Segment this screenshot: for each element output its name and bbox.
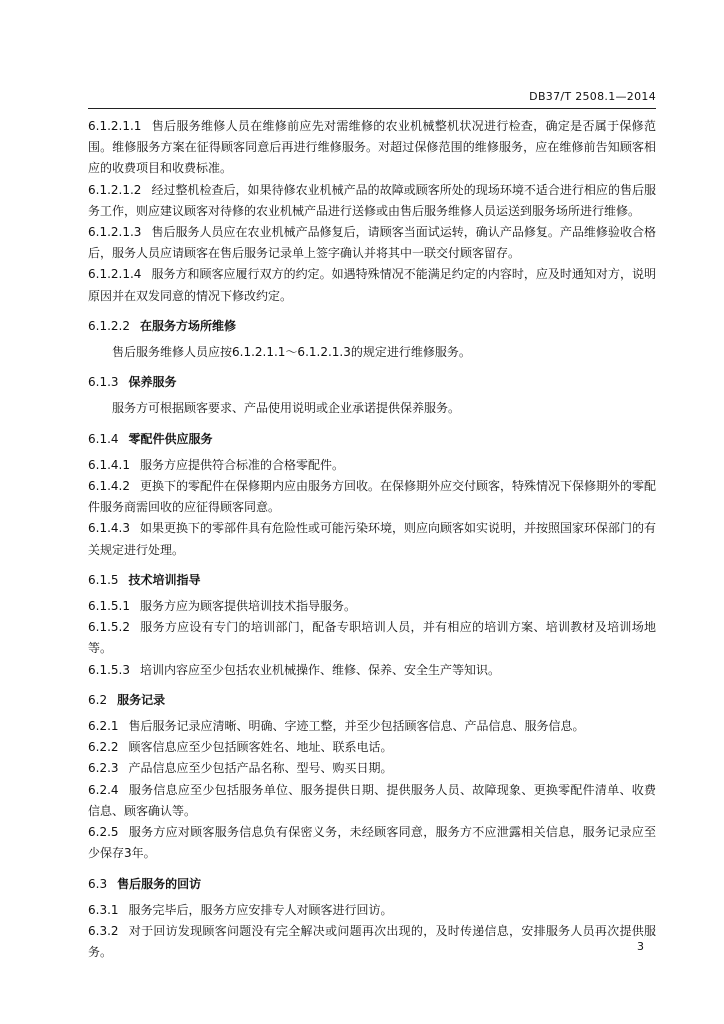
clause-paragraph xyxy=(88,716,656,737)
page-number: 3 xyxy=(637,940,644,953)
clause-text: 如果更换下的零部件具有危险性或可能污染环境，则应向顾客如实说明，并按照国家环保部门的有关规定进行处理。 xyxy=(88,521,656,557)
clause-text: 服务完毕后，服务方应安排专人对顾客进行回访。 xyxy=(128,902,393,917)
clause-text: 服务方和顾客应履行双方的约定。如遇特殊情况不能满足约定的内容时，应及时通知对方，说明原因并在双发同意的情况下修改约定。 xyxy=(88,267,656,303)
clause-paragraph xyxy=(88,921,656,963)
clause-number: 6.2.2 xyxy=(88,740,119,755)
clause-number: 6.1.2.1.3 xyxy=(88,225,142,240)
clause-text: 服务方应对顾客服务信息负有保密义务，未经顾客同意，服务方不应泄露相关信息，服务记录应至少保存3年。 xyxy=(88,825,656,861)
section-heading xyxy=(88,690,656,711)
clause-paragraph xyxy=(88,900,656,921)
clause-paragraph xyxy=(88,660,656,681)
clause-text: 顾客信息应至少包括顾客姓名、地址、联系电话。 xyxy=(128,740,393,755)
document-body xyxy=(88,116,656,963)
section-title: 零配件供应服务 xyxy=(128,431,213,446)
clause-number: 6.1.2.1.2 xyxy=(88,182,142,197)
section-number: 6.1.3 xyxy=(88,375,119,390)
section-title: 服务记录 xyxy=(117,692,166,707)
clause-number: 6.2.5 xyxy=(88,825,119,840)
clause-number: 6.1.4.2 xyxy=(88,479,130,494)
clause-text: 更换下的零配件在保修期内应由服务方回收。在保修期外应交付顾客，特殊情况下保修期外的零配件服务商需回收的应征得顾客同意。 xyxy=(88,479,656,515)
clause-paragraph xyxy=(88,116,656,180)
clause-number: 6.2.3 xyxy=(88,761,119,776)
clause-number: 6.1.5.2 xyxy=(88,620,130,635)
clause-paragraph xyxy=(88,222,656,264)
clause-paragraph xyxy=(88,180,656,222)
clause-number: 6.1.4.1 xyxy=(88,457,130,472)
section-heading xyxy=(88,570,656,591)
clause-paragraph xyxy=(88,596,656,617)
clause-number: 6.2.1 xyxy=(88,719,119,734)
section-heading xyxy=(88,372,656,393)
clause-text: 服务方应提供符合标准的合格零配件。 xyxy=(139,457,344,472)
body-paragraph: 售后服务维修人员应按6.1.2.1.1～6.1.2.1.3的规定进行维修服务。 xyxy=(112,345,471,360)
clause-paragraph xyxy=(88,264,656,306)
clause-number: 6.3.2 xyxy=(88,923,119,938)
section-heading xyxy=(88,429,656,450)
header-divider xyxy=(88,108,656,109)
clause-paragraph xyxy=(88,758,656,779)
section-title: 在服务方场所维修 xyxy=(139,318,236,333)
clause-number: 6.1.5.1 xyxy=(88,599,130,614)
clause-paragraph xyxy=(88,518,656,560)
clause-text: 售后服务维修人员在维修前应先对需维修的农业机械整机状况进行检查，确定是否属于保修范围。维修服务方案在征得顾客同意后再进行维修服务。对超过保修范围的维修服务，应在维修前告知顾客相应的收费项目和收费标准。 xyxy=(88,119,656,176)
clause-paragraph xyxy=(88,737,656,758)
clause-text: 经过整机检查后，如果待修农业机械产品的故障或顾客所处的现场环境不适合进行相应的售后服务工作，则应建议顾客对待修的农业机械产品进行送修或由售后服务维修人员运送到服务场所进行维修。 xyxy=(88,182,656,218)
section-title: 售后服务的回访 xyxy=(117,876,202,891)
section-number: 6.2 xyxy=(88,692,108,707)
clause-text: 对于回访发现顾客问题没有完全解决或问题再次出现的，及时传递信息，安排服务人员再次提供服务。 xyxy=(88,923,656,960)
document-code: DB37/T 2508.1—2014 xyxy=(529,90,656,103)
clause-paragraph xyxy=(88,822,656,864)
clause-text: 服务方应为顾客提供培训技术指导服务。 xyxy=(139,599,356,614)
body-paragraph: 服务方可根据顾客要求、产品使用说明或企业承诺提供保养服务。 xyxy=(112,401,461,416)
clause-text: 培训内容应至少包括农业机械操作、维修、保养、安全生产等知识。 xyxy=(139,662,500,677)
section-heading xyxy=(88,874,656,895)
clause-text: 售后服务记录应清晰、明确、字迹工整，并至少包括顾客信息、产品信息、服务信息。 xyxy=(128,719,585,734)
clause-paragraph xyxy=(88,476,656,518)
clause-paragraph xyxy=(88,617,656,659)
clause-text: 服务方应设有专门的培训部门，配备专职培训人员，并有相应的培训方案、培训教材及培训场地等。 xyxy=(88,620,656,656)
clause-number: 6.1.4.3 xyxy=(88,521,130,536)
clause-text: 产品信息应至少包括产品名称、型号、购买日期。 xyxy=(128,761,393,776)
section-number: 6.1.4 xyxy=(88,431,119,446)
clause-number: 6.2.4 xyxy=(88,782,119,797)
clause-number: 6.1.2.1.1 xyxy=(88,119,142,133)
clause-text: 服务信息应至少包括服务单位、服务提供日期、提供服务人员、故障现象、更换零配件清单、收费信息、顾客确认等。 xyxy=(88,782,656,818)
section-number: 6.3 xyxy=(88,876,108,891)
clause-paragraph xyxy=(88,455,656,476)
section-heading xyxy=(88,316,656,337)
section-title: 技术培训指导 xyxy=(128,572,201,587)
clause-text: 售后服务人员应在农业机械产品修复后，请顾客当面试运转，确认产品修复。产品维修验收合格后，服务人员应请顾客在售后服务记录单上签字确认并将其中一联交付顾客留存。 xyxy=(88,225,656,261)
section-number: 6.1.2.2 xyxy=(88,318,130,333)
clause-paragraph xyxy=(88,780,656,822)
clause-number: 6.3.1 xyxy=(88,902,119,917)
clause-number: 6.1.2.1.4 xyxy=(88,267,142,282)
clause-number: 6.1.5.3 xyxy=(88,662,130,677)
section-number: 6.1.5 xyxy=(88,572,119,587)
section-title: 保养服务 xyxy=(128,375,177,390)
